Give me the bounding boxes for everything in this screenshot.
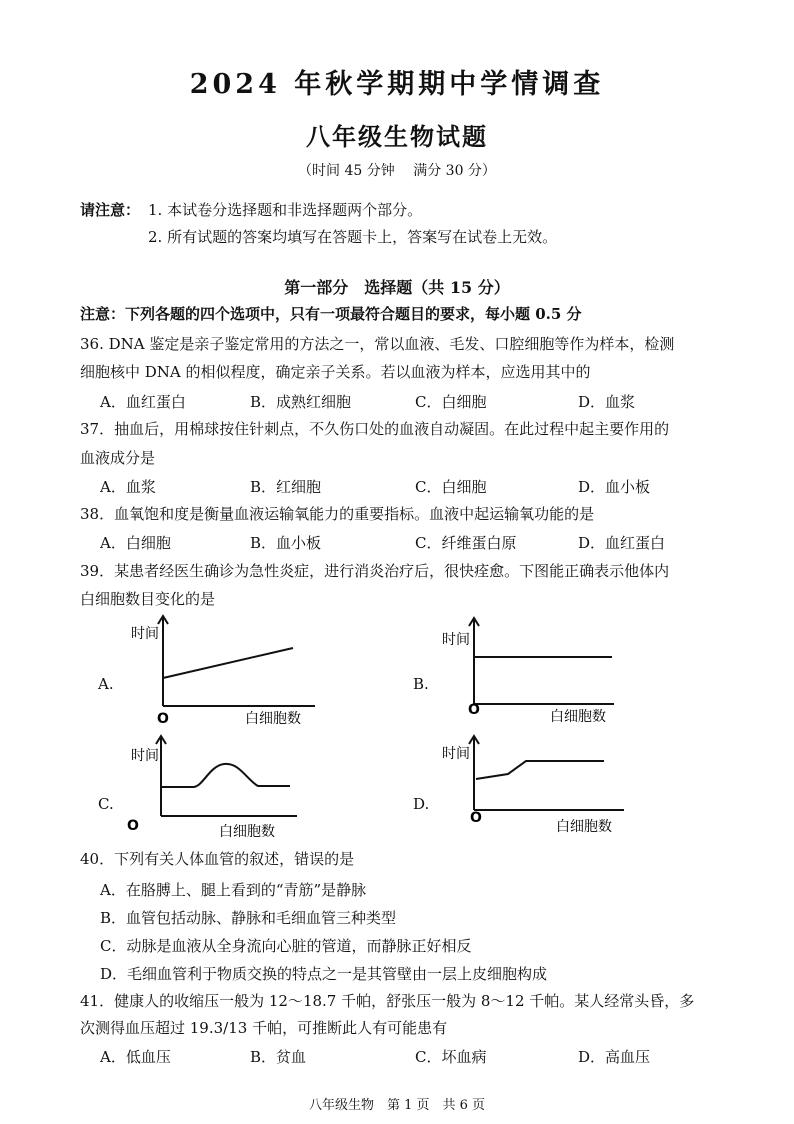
exam-time-info: （时间 45 分钟 满分 30 分） — [298, 163, 496, 179]
question-36-option-b: B．成熟红细胞 — [250, 393, 352, 411]
question-40-line-1: 40．下列有关人体血管的叙述，错误的是 — [80, 850, 355, 868]
graph-b-origin: O — [468, 702, 480, 718]
question-41-line-1: 41．健康人的收缩压一般为 12～18.7 千帕，舒张压一般为 8～12 千帕。某人经常头昏，多 — [80, 992, 695, 1010]
notice-label: 请注意： — [80, 201, 141, 219]
graph-b-label: B. — [413, 675, 429, 693]
question-38-option-c: C．纤维蛋白原 — [415, 534, 517, 552]
question-41-option-b: B．贫血 — [250, 1048, 307, 1066]
question-40-option-b: B．血管包括动脉、静脉和毛细血管三种类型 — [100, 909, 397, 927]
question-40-option-d: D．毛细血管利于物质交换的特点之一是其管壁由一层上皮细胞构成 — [100, 965, 548, 983]
page-footer: 八年级生物 第 1 页 共 6 页 — [308, 1098, 486, 1113]
question-41-option-c: C．坏血病 — [415, 1048, 487, 1066]
question-41-option-d: D．高血压 — [578, 1048, 651, 1066]
graph-b-xlabel: 白细胞数 — [550, 709, 606, 725]
graph-d-label: D. — [413, 795, 430, 813]
question-36-option-d: D．血浆 — [578, 393, 636, 411]
graph-a-xlabel: 白细胞数 — [245, 711, 301, 727]
question-37-option-b: B．红细胞 — [250, 478, 322, 496]
graph-a-origin: O — [157, 711, 169, 727]
question-41-option-a: A．低血压 — [100, 1048, 171, 1066]
question-41-line-2: 次测得血压超过 19.3/13 千帕，可推断此人有可能患有 — [80, 1019, 448, 1037]
question-36-option-a: A．血红蛋白 — [100, 393, 186, 411]
question-40-option-a: A．在胳膊上、腿上看到的“青筋”是静脉 — [100, 881, 367, 899]
graph-b — [438, 610, 638, 730]
exam-subtitle: 八年级生物试题 — [306, 122, 488, 151]
question-37-line-1: 37．抽血后，用棉球按住针刺点，不久伤口处的血液自动凝固。在此过程中起主要作用的 — [80, 420, 670, 438]
graph-d-xlabel: 白细胞数 — [556, 819, 612, 835]
exam-title: 2024 年秋学期期中学情调查 — [189, 69, 605, 100]
question-36-line-1: 36. DNA 鉴定是亲子鉴定常用的方法之一，常以血液、毛发、口腔细胞等作为样本，检测 — [80, 335, 675, 353]
question-39-line-1: 39．某患者经医生确诊为急性炎症，进行消炎治疗后，很快痊愈。下图能正确表示他体内 — [80, 562, 670, 580]
question-37-option-c: C．白细胞 — [415, 478, 487, 496]
graph-a — [125, 610, 325, 730]
graph-b-ylabel: 时间 — [442, 632, 470, 648]
graph-c-ylabel: 时间 — [131, 748, 159, 764]
question-38-option-b: B．血小板 — [250, 534, 322, 552]
graph-d — [438, 730, 638, 840]
question-38-line-1: 38．血氧饱和度是衡量血液运输氧能力的重要指标。血液中起运输氧功能的是 — [80, 505, 595, 523]
graph-a-ylabel: 时间 — [131, 626, 159, 642]
question-40-option-c: C．动脉是血液从全身流向心脏的管道，而静脉正好相反 — [100, 937, 472, 955]
graph-a-label: A. — [98, 675, 114, 693]
section-note: 注意：下列各题的四个选项中，只有一项最符合题目的要求，每小题 0.5 分 — [80, 305, 582, 323]
question-38-option-d: D．血红蛋白 — [578, 534, 666, 552]
notice-item-1: 1. 本试卷分选择题和非选择题两个部分。 — [148, 201, 423, 219]
graph-c-xlabel: 白细胞数 — [219, 824, 275, 840]
graph-c-origin: O — [127, 818, 139, 834]
question-37-option-a: A．血浆 — [100, 478, 156, 496]
graph-d-origin: O — [470, 810, 482, 826]
question-37-option-d: D．血小板 — [578, 478, 651, 496]
graph-d-ylabel: 时间 — [442, 746, 470, 762]
question-38-option-a: A．白细胞 — [100, 534, 171, 552]
question-36-option-c: C．白细胞 — [415, 393, 487, 411]
graph-c — [125, 730, 325, 840]
question-37-line-2: 血液成分是 — [80, 449, 156, 467]
graph-c-label: C. — [98, 795, 114, 813]
question-36-line-2: 细胞核中 DNA 的相似程度，确定亲子关系。若以血液为样本，应选用其中的 — [80, 363, 591, 381]
section-title: 第一部分 选择题（共 15 分） — [284, 278, 510, 297]
question-39-line-2: 白细胞数目变化的是 — [80, 590, 216, 608]
notice-item-2: 2. 所有试题的答案均填写在答题卡上，答案写在试卷上无效。 — [148, 228, 558, 246]
